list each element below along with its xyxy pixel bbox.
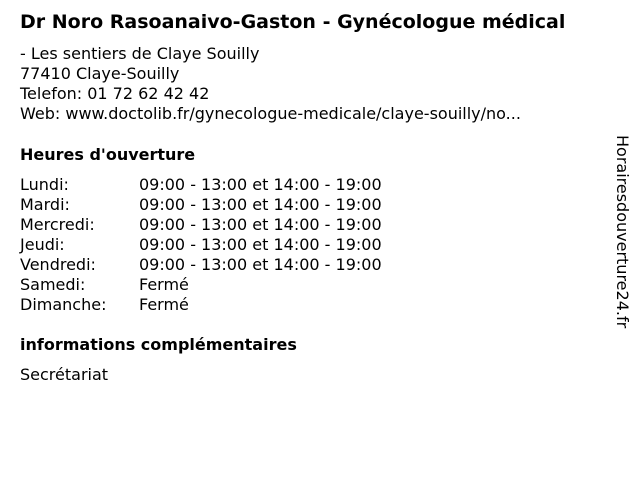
hours-row-mercredi <box>20 215 382 235</box>
day-hours: 09:00 - 13:00 et 14:00 - 19:00 <box>139 255 382 274</box>
hours-table <box>20 175 382 315</box>
hours-row-vendredi <box>20 255 382 275</box>
day-hours: 09:00 - 13:00 et 14:00 - 19:00 <box>139 235 382 254</box>
site-watermark: Horairesdouverture24.fr <box>613 135 632 329</box>
hours-heading: Heures d'ouverture <box>20 145 196 164</box>
info-heading: informations complémentaires <box>20 335 297 354</box>
day-label: Samedi: <box>20 275 86 294</box>
day-label: Mercredi: <box>20 215 95 234</box>
day-hours: 09:00 - 13:00 et 14:00 - 19:00 <box>139 195 382 214</box>
day-hours: 09:00 - 13:00 et 14:00 - 19:00 <box>139 175 382 194</box>
address-block <box>20 44 521 124</box>
hours-row-lundi <box>20 175 382 195</box>
phone-number: Telefon: 01 72 62 42 42 <box>20 84 210 103</box>
hours-row-samedi <box>20 275 382 295</box>
hours-row-mardi <box>20 195 382 215</box>
street-address: - Les sentiers de Claye Souilly <box>20 44 260 63</box>
day-label: Vendredi: <box>20 255 96 274</box>
website-link: Web: www.doctolib.fr/gynecologue-medicale/claye-souilly/no... <box>20 104 521 123</box>
hours-row-dimanche <box>20 295 382 315</box>
day-hours: Fermé <box>139 275 189 294</box>
info-text: Secrétariat <box>20 365 109 384</box>
city-postcode: 77410 Claye-Souilly <box>20 64 180 83</box>
day-label: Mardi: <box>20 195 70 214</box>
page-title: Dr Noro Rasoanaivo-Gaston - Gynécologue médical <box>20 11 566 33</box>
day-hours: 09:00 - 13:00 et 14:00 - 19:00 <box>139 215 382 234</box>
day-hours: Fermé <box>139 295 189 314</box>
day-label: Dimanche: <box>20 295 107 314</box>
day-label: Lundi: <box>20 175 69 194</box>
hours-row-jeudi <box>20 235 382 255</box>
day-label: Jeudi: <box>20 235 65 254</box>
